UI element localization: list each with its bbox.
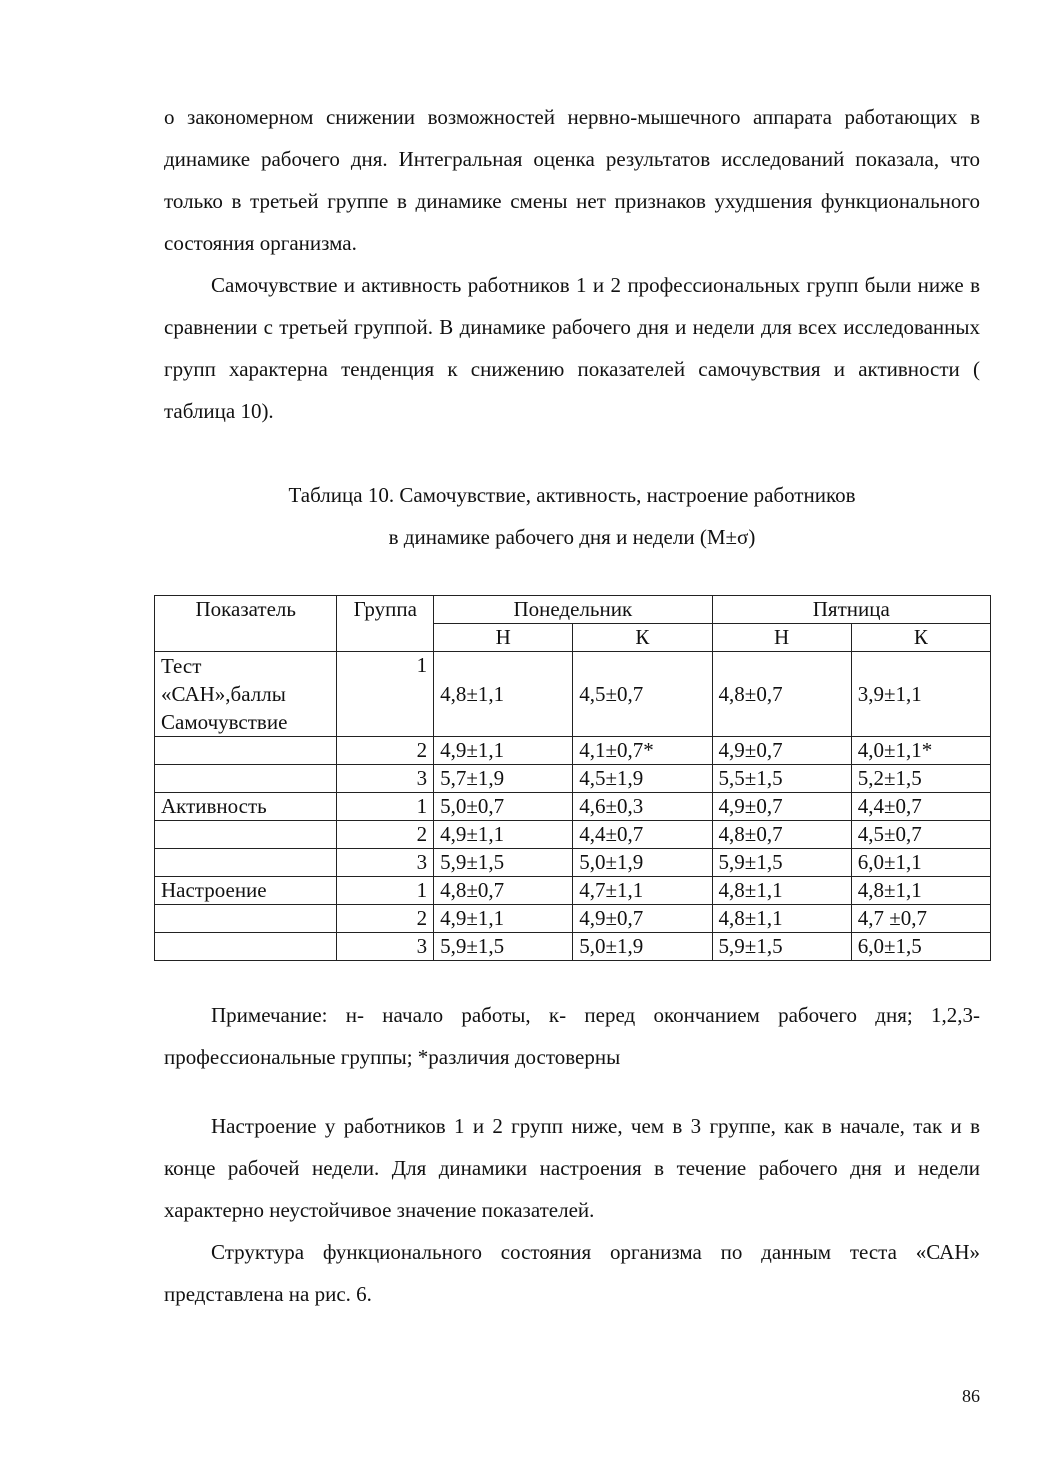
row-group: 3 [337,765,434,793]
header-monday: Понедельник [434,596,712,624]
row-group: 3 [337,849,434,877]
cell-fri-n: 5,9±1,5 [712,849,851,877]
cell-mon-k: 4,4±0,7 [573,821,712,849]
header-indicator: Показатель [155,596,337,652]
cell-fri-n: 4,9±0,7 [712,737,851,765]
table-row [155,765,991,793]
table-row [155,793,991,821]
cell-fri-k: 6,0±1,1 [851,849,990,877]
row-group: 1 [337,652,434,737]
cell-mon-n: 5,9±1,5 [434,933,573,961]
row-label [155,933,337,961]
cell-fri-k: 4,8±1,1 [851,877,990,905]
paragraph: Самочувствие и активность работников 1 и 2 профессиональных групп были ниже в сравнении с третьей группой. В динамике рабочего дня и недели для всех исследованных групп характерна тенденция к снижению показателей самочувствия и активности ( таблица 10). [164,273,980,423]
paragraph: Настроение у работников 1 и 2 групп ниже, чем в 3 группе, как в начале, так и в конце рабочей недели. Для динамики настроения в течение рабочего дня и недели характерно неустойчивое значение показателей. [164,1114,980,1222]
data-table [154,595,991,961]
table-row [155,905,991,933]
cell-fri-k: 5,2±1,5 [851,765,990,793]
table-caption [164,474,980,558]
cell-fri-k: 4,5±0,7 [851,821,990,849]
row-group: 2 [337,905,434,933]
paragraph: о закономерном снижении возможностей нервно-мышечного аппарата работающих в динамике рабочего дня. Интегральная оценка результатов исследований показала, что только в третьей группе в динамике смены нет признаков ухудшения функционального состояния организма. [164,105,980,255]
cell-mon-k: 4,6±0,3 [573,793,712,821]
row-label: Настроение [155,877,337,905]
cell-mon-n: 5,9±1,5 [434,849,573,877]
table-row [155,933,991,961]
cell-mon-k: 5,0±1,9 [573,933,712,961]
note-text: Примечание: н- начало работы, к- перед окончанием рабочего дня; 1,2,3-профессиональные группы; *различия достоверны [164,1003,980,1069]
row-label [155,737,337,765]
cell-mon-k: 4,7±1,1 [573,877,712,905]
header-group: Группа [337,596,434,652]
header-mon-n: Н [434,624,573,652]
cell-mon-n: 5,0±0,7 [434,793,573,821]
row-group: 2 [337,821,434,849]
cell-fri-k: 6,0±1,5 [851,933,990,961]
row-label [155,905,337,933]
page-number: 86 [962,1386,980,1406]
body-text-bottom [164,1105,980,1315]
cell-fri-n: 4,8±1,1 [712,877,851,905]
row-label [155,821,337,849]
cell-mon-k: 4,5±0,7 [573,652,712,737]
cell-mon-n: 4,9±1,1 [434,821,573,849]
cell-mon-n: 5,7±1,9 [434,765,573,793]
header-fri-n: Н [712,624,851,652]
paragraph: Структура функционального состояния организма по данным теста «САН» представлена на рис. 6. [164,1240,980,1306]
cell-fri-n: 4,8±1,1 [712,905,851,933]
row-group: 3 [337,933,434,961]
table-note [164,994,980,1078]
table-row [155,877,991,905]
cell-mon-n: 4,9±1,1 [434,905,573,933]
cell-fri-k: 4,0±1,1* [851,737,990,765]
header-fri-k: К [851,624,990,652]
row-label [155,765,337,793]
table-body [155,652,991,961]
row-group: 2 [337,737,434,765]
header-mon-k: К [573,624,712,652]
row-group: 1 [337,877,434,905]
cell-fri-n: 4,8±0,7 [712,821,851,849]
row-label: Тест «САН»,баллы Самочувствие [155,652,337,737]
table-caption-line2: в динамике рабочего дня и недели (М±σ) [388,525,756,549]
table-caption-line1: Таблица 10. Самочувствие, активность, настроение работников [288,483,856,507]
cell-fri-n: 4,9±0,7 [712,793,851,821]
table-row [155,821,991,849]
row-label: Активность [155,793,337,821]
cell-mon-n: 4,8±1,1 [434,652,573,737]
body-text-top [164,96,980,432]
table-row [155,737,991,765]
cell-mon-k: 4,9±0,7 [573,905,712,933]
table-row [155,652,991,737]
row-label [155,849,337,877]
cell-mon-k: 5,0±1,9 [573,849,712,877]
cell-fri-k: 4,4±0,7 [851,793,990,821]
cell-fri-n: 5,5±1,5 [712,765,851,793]
cell-fri-k: 3,9±1,1 [851,652,990,737]
cell-mon-n: 4,9±1,1 [434,737,573,765]
cell-mon-k: 4,5±1,9 [573,765,712,793]
cell-fri-k: 4,7 ±0,7 [851,905,990,933]
cell-fri-n: 5,9±1,5 [712,933,851,961]
cell-mon-k: 4,1±0,7* [573,737,712,765]
header-friday: Пятница [712,596,990,624]
table-row [155,849,991,877]
cell-fri-n: 4,8±0,7 [712,652,851,737]
row-group: 1 [337,793,434,821]
cell-mon-n: 4,8±0,7 [434,877,573,905]
